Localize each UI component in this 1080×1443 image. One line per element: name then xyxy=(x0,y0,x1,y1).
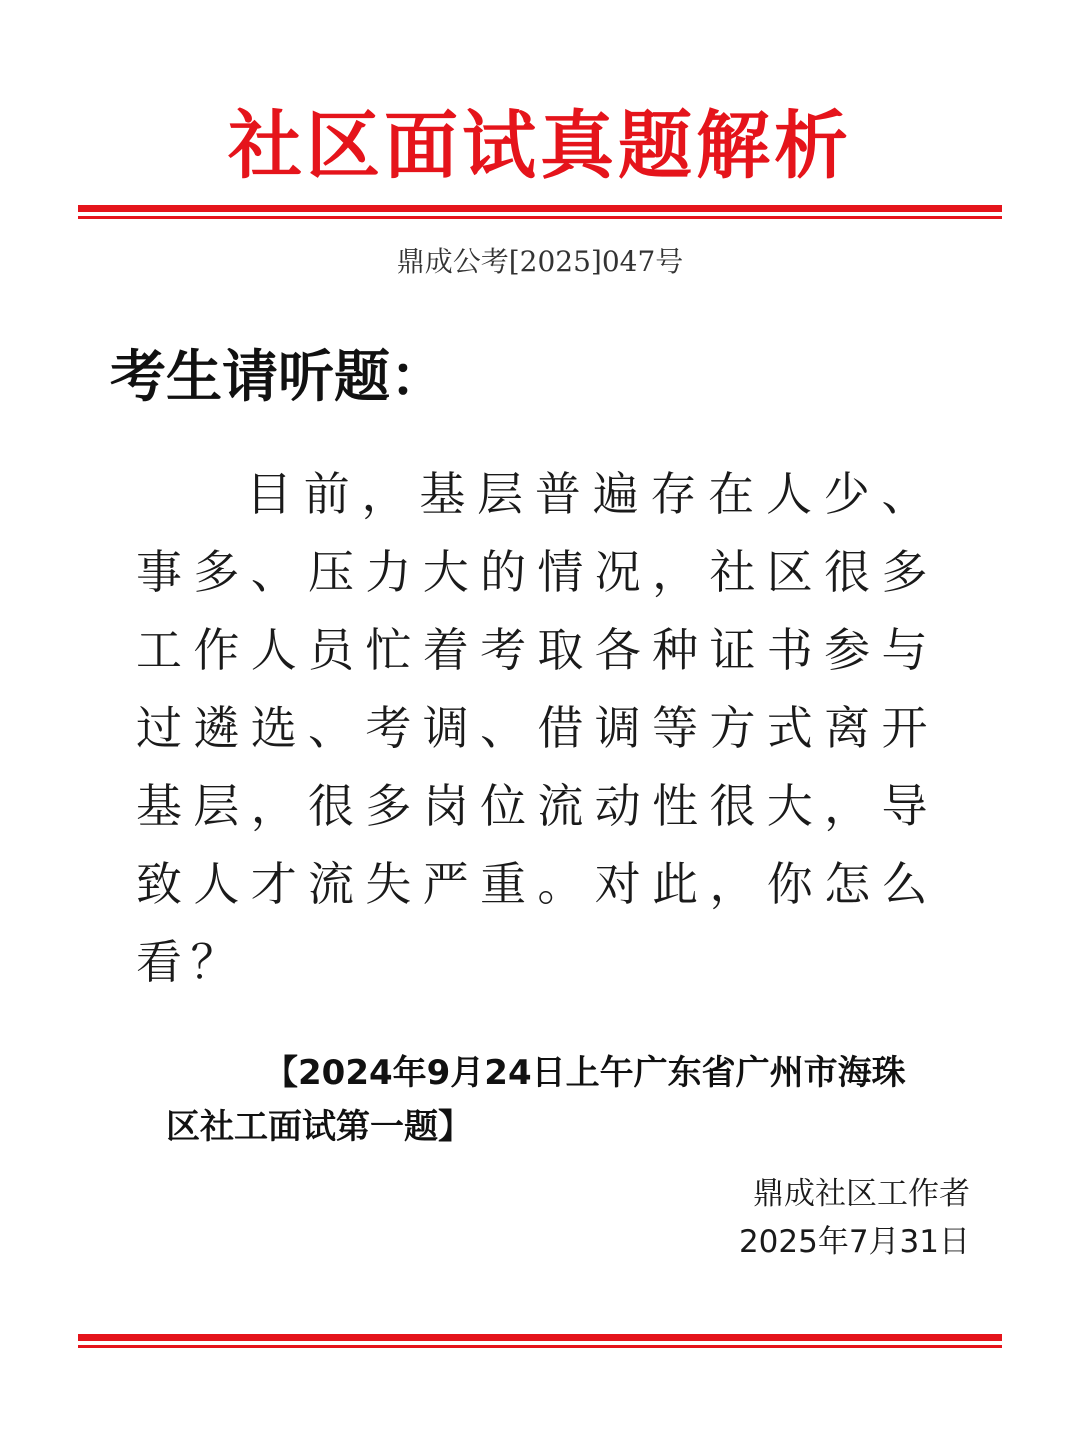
question-heading: 考生请听题： xyxy=(110,345,446,410)
signature-block xyxy=(739,1170,970,1266)
bottom-rule-thin xyxy=(78,1345,1002,1348)
document-title: 社区面试真题解析 xyxy=(228,103,852,189)
top-rule-thick xyxy=(78,205,1002,212)
document-number: 鼎成公考[2025]047号 xyxy=(396,245,684,278)
question-text: 目前，基层普遍存在人少、事多、压力大的情况，社区很多工作人员忙着考取各种证书参与过遴选、考调、借调等方式离开基层，很多岗位流动性很大，导致人才流失严重。对此，你怎么看？ xyxy=(136,467,936,989)
bottom-rule-thick xyxy=(78,1334,1002,1341)
question-source: 【2024年9月24日上午广东省广州市海珠区社工面试第一题】 xyxy=(166,1053,906,1147)
signature-date: 2025年7月31日 xyxy=(738,1224,970,1260)
top-rule-thin xyxy=(78,216,1002,219)
signature-name: 鼎成社区工作者 xyxy=(753,1176,970,1212)
